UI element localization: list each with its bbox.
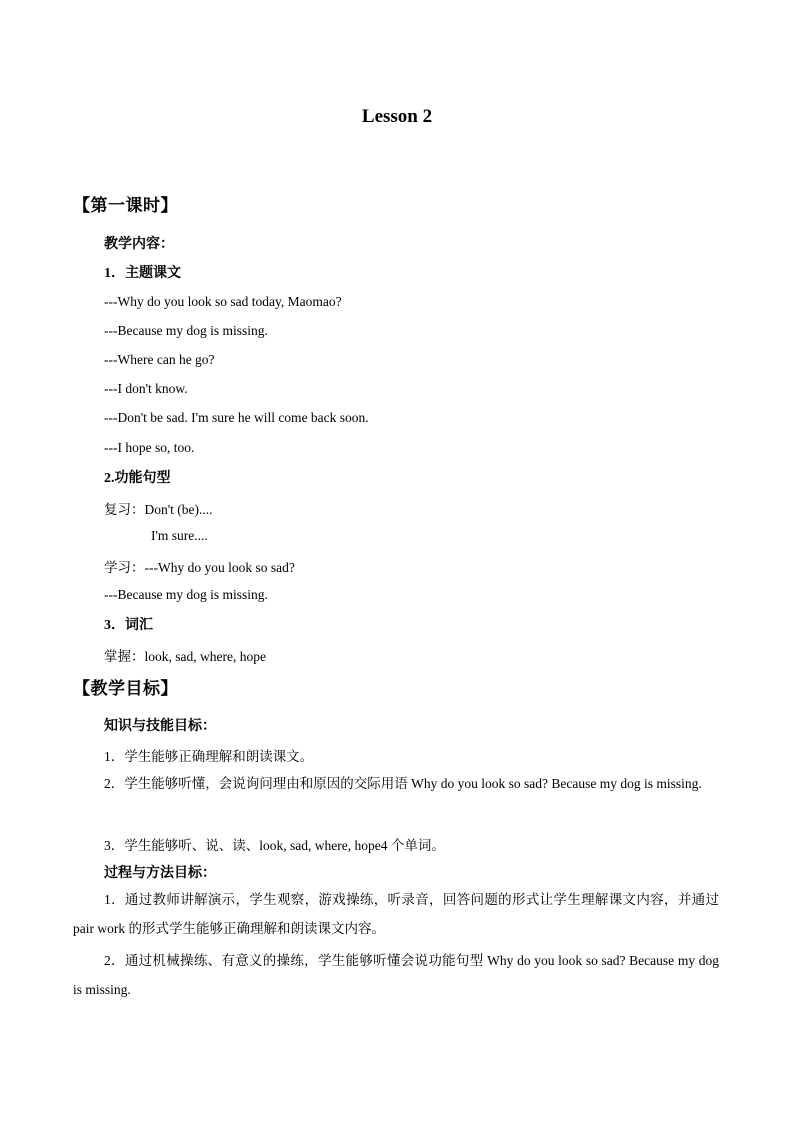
- process-goals-label: 过程与方法目标：: [104, 866, 216, 881]
- dialogue-line: ---Why do you look so sad today, Maomao?: [104, 294, 342, 309]
- lesson-title: Lesson 2: [361, 106, 433, 127]
- dialogue-line: ---I hope so, too.: [104, 440, 195, 455]
- learn-line-2: ---Because my dog is missing.: [104, 587, 268, 602]
- dialogue-line: ---I don't know.: [104, 381, 188, 396]
- dialogue-line: ---Don't be sad. I'm sure he will come back soon.: [104, 410, 369, 425]
- section-heading-teaching-goals: 【教学目标】: [73, 679, 178, 698]
- teaching-content-label: 教学内容：: [104, 237, 174, 252]
- knowledge-goals-label: 知识与技能目标：: [104, 719, 216, 734]
- knowledge-goal: 3．学生能够听、说、读、look, sad, where, hope4 个单词。: [104, 838, 445, 853]
- dialogue-line: ---Where can he go?: [104, 352, 215, 367]
- dialogue-line: ---Because my dog is missing.: [104, 323, 268, 338]
- learn-line: 学习：---Why do you look so sad?: [104, 560, 295, 575]
- item3-heading: 3．词汇: [104, 618, 153, 633]
- item2-heading: 2.功能句型: [104, 471, 171, 486]
- review-line: 复习：Don't (be)....: [104, 502, 213, 517]
- knowledge-goal: 1．学生能够正确理解和朗读课文。: [104, 749, 314, 764]
- process-goal: 1．通过教师讲解演示，学生观察，游戏操练，听录音，回答问题的形式让学生理解课文内容，并通过 pair work 的形式学生能够正确理解和朗读课文内容。: [73, 892, 719, 936]
- process-goal: 2．通过机械操练、有意义的操练，学生能够听懂会说功能句型 Why do you look so sad? Because my dog is missing.: [73, 953, 719, 997]
- item1-heading: 1．主题课文: [104, 266, 181, 281]
- section-heading-first-lesson: 【第一课时】: [73, 196, 178, 215]
- review-line-2: I'm sure....: [151, 528, 208, 543]
- knowledge-goal: 2．学生能够听懂，会说询问理由和原因的交际用语 Why do you look so sad? Because my dog is missing.: [104, 776, 702, 791]
- vocab-line: 掌握：look, sad, where, hope: [104, 649, 266, 664]
